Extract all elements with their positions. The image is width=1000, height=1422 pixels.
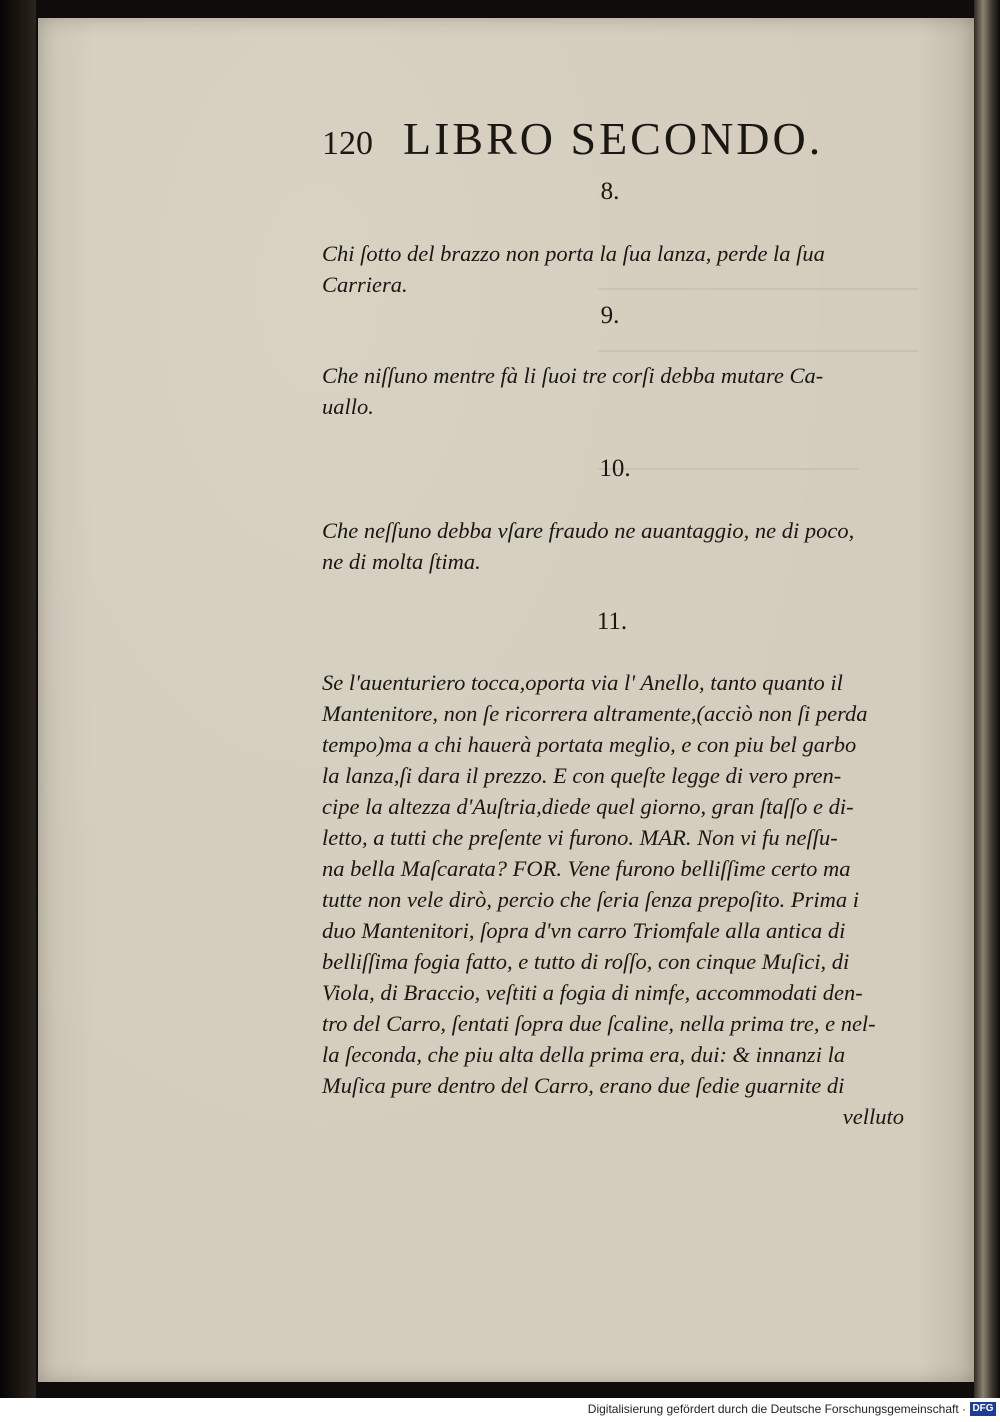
text-line: Che niſſuno mentre fà li ſuoi tre corſi debba mutare Ca- [322,363,824,388]
section-text [322,360,918,422]
section-number: 10. [599,455,631,482]
section-number: 9. [600,302,620,329]
text-line: tutte non vele dirò, percio che ſeria ſenza prepoſito. Prima i [322,887,859,912]
text-line: Se l'auenturiero tocca,oporta via l' Anello, tanto quanto il [322,670,843,695]
section-text [322,238,918,300]
text-line: Muſica pure dentro del Carro, erano due ſedie guarnite di [322,1073,845,1098]
text-line: Che neſſuno debba vſare fraudo ne auantaggio, ne di poco, [322,518,855,543]
page-number: 120 [322,125,373,162]
section-text [322,515,918,577]
text-line: letto, a tutti che preſente vi furono. MAR. Non vi fu neſſu- [322,825,838,850]
text-line: la ſeconda, che piu alta della prima era, dui: & innanzi la [322,1042,846,1067]
digitization-footer [0,1398,1000,1422]
section-number: 11. [596,608,628,635]
text-line: cipe la altezza d'Auſtria,diede quel giorno, gran ſtaſſo e di- [322,794,854,819]
running-title: LIBRO SECONDO. [403,113,824,164]
text-line: Mantenitore, non ſe ricorrera altramente,(acciò non ſi perda [322,701,868,726]
text-line: ne di molta ſtima. [322,549,481,574]
section-number: 8. [600,178,620,205]
funding-credit: Digitalisierung gefördert durch die Deutsche Forschungsgemeinschaft · [587,1402,966,1416]
dfg-logo: DFG [970,1402,996,1416]
text-line: uallo. [322,394,374,419]
catchword: velluto [842,1104,904,1129]
page-fore-edge [974,0,1000,1398]
book-binding-edge [0,0,36,1398]
text-line: duo Mantenitori, ſopra d'vn carro Triomfale alla antica di [322,918,846,943]
running-head [322,112,922,172]
text-line: Viola, di Braccio, veſtiti a fogia di nimfe, accommodati den- [322,980,863,1005]
text-line: tempo)ma a chi hauerà portata meglio, e con piu bel garbo [322,732,857,757]
text-line: la lanza,ſi dara il prezzo. E con queſte legge di vero pren- [322,763,842,788]
text-line: belliſſima fogia fatto, e tutto di roſſo, con cinque Muſici, di [322,949,850,974]
text-line: Chi ſotto del brazzo non porta la ſua lanza, perde la ſua [322,241,825,266]
section-text [322,667,918,1132]
text-line: na bella Maſcarata? FOR. Vene furono belliſſime certo ma [322,856,851,881]
text-line: Carriera. [322,272,408,297]
text-line: tro del Carro, ſentati ſopra due ſcaline, nella prima tre, e nel- [322,1011,876,1036]
